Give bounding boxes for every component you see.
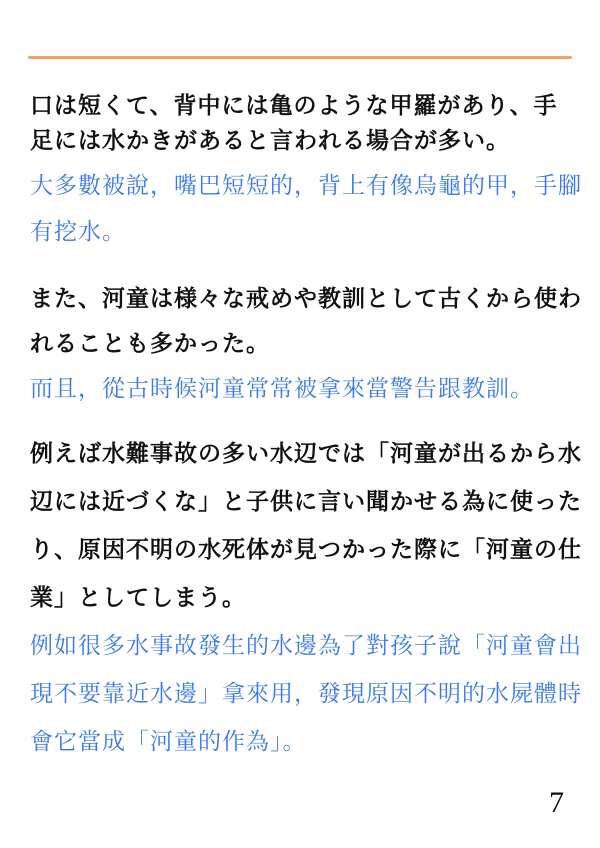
top-divider-line	[28, 56, 572, 59]
text-line: 例如很多水事故發生的水邊為了對孩子說「河童會出	[30, 632, 582, 658]
page-number: 7	[549, 786, 564, 819]
paragraph-3-chinese-translation	[30, 621, 582, 765]
text-line: れることも多かった。	[30, 330, 270, 356]
text-line: り、原因不明の水死体が見つかった際に「河童の仕	[30, 536, 582, 562]
text-line: また、河童は様々な戒めや教訓として古くから使わ	[30, 285, 582, 311]
text-line: 現不要靠近水邊」拿來用，發現原因不明的水屍體時	[30, 680, 582, 706]
text-line: 辺には近づくな」と子供に言い聞かせる為に使った	[30, 488, 582, 514]
text-line: 業」としてしまう。	[30, 584, 246, 610]
text-line: 有挖水。	[30, 218, 126, 244]
paragraph-2-japanese	[30, 276, 582, 366]
paragraph-3-japanese	[30, 429, 582, 621]
paragraph-1-japanese	[30, 88, 575, 158]
text-line: 足には水かきがあると言われる場合が多い。	[30, 127, 510, 153]
text-line: 而且，從古時候河童常常被拿來當警告跟教訓。	[30, 375, 534, 401]
paragraph-2-chinese-translation	[30, 365, 575, 411]
paragraph-1-chinese-translation	[30, 162, 582, 254]
text-line: 會它當成「河童的作為」。	[30, 728, 307, 754]
text-line: 大多數被說，嘴巴短短的，背上有像烏龜的甲，手腳	[30, 172, 582, 198]
text-line: 例えば水難事故の多い水辺では「河童が出るから水	[30, 440, 582, 466]
text-line: 口は短くて、背中には亀のような甲羅があり、手	[30, 92, 558, 118]
